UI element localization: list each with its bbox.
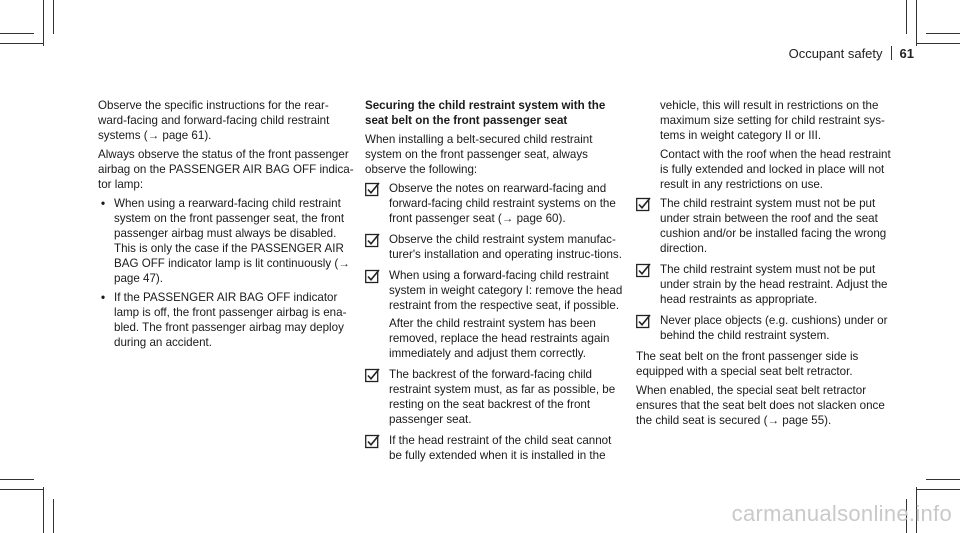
crop-mark [916,43,960,44]
bullet-list [98,196,356,350]
checkbox-check-icon [365,269,380,284]
paragraph: The seat belt on the front passenger side is equipped with a special seat belt retractor. [636,350,859,378]
list-item-text: When using a rearward-facing child restraint system on the front passenger seat, the front passenger airbag must always be disabled. This is only the case if the PASSENGER AIR BAG OFF indicator lamp is lit continuously (→ page 47). [114,197,350,285]
section-heading: Securing the child restraint system with the seat belt on the front passenger seat [365,99,606,127]
checklist-item [636,262,894,307]
checkbox-check-icon [365,434,380,449]
page-number: 61 [899,46,914,61]
crop-mark [906,0,907,34]
paragraph: Contact with the roof when the head restraint is fully extended and locked in place will not result in any restrictions on use. [660,148,891,191]
crop-mark [0,479,34,480]
checklist-item [636,313,894,343]
running-header [789,46,914,61]
checkbox-check-icon [365,368,380,383]
crop-mark [43,487,44,533]
column-right [636,98,894,432]
checklist-item [365,181,623,226]
continuation-text: vehicle, this will result in restrictions on the maximum size setting for child restraint sys-tems in weight category II or III. [660,99,885,142]
checklist-text: The backrest of the forward-facing child restraint system must, as far as possible, be resting on the seat backrest of the front passenger seat. [389,368,616,426]
crop-mark [0,33,34,34]
checklist-text: The child restraint system must not be put under strain between the roof and the seat cushion and/or be installed facing the wrong direction. [660,197,887,255]
checkbox-check-icon [636,263,651,278]
checklist-text: Never place objects (e.g. cushions) under or behind the child restraint system. [660,314,888,342]
checkbox-check-icon [636,197,651,212]
checklist-item [365,232,623,262]
column-left [98,98,356,354]
checklist-text: If the head restraint of the child seat cannot be fully extended when it is installed in the [389,434,612,462]
checklist-text: Observe the notes on rearward-facing and forward-facing child restraint systems on the front passenger seat (→ page 60). [389,182,616,225]
paragraph: When enabled, the special seat belt retractor ensures that the seat belt does not slacken once the child seat is secured (→ page 55). [636,384,885,427]
crop-mark [916,0,917,46]
paragraph: Always observe the status of the front passenger airbag on the PASSENGER AIR BAG OFF indica-tor lamp: [98,148,354,191]
column-middle [365,98,623,469]
list-item [98,196,356,286]
crop-mark [926,479,960,480]
crop-mark [43,0,44,46]
checklist-item [365,433,623,463]
checkbox-check-icon [365,233,380,248]
list-item-text: If the PASSENGER AIR BAG OFF indicator lamp is off, the front passenger airbag is ena-bled. The front passenger airbag may deploy during an accident. [114,291,347,349]
checkbox-check-icon [636,314,651,329]
crop-mark [53,0,54,34]
list-item [98,290,356,350]
crop-mark [0,43,44,44]
checklist-item [636,196,894,256]
watermark-text: carmanualsonline.info [731,501,952,526]
paragraph: Observe the specific instructions for the rear-ward-facing and forward-facing child restraint systems (→ page 61). [98,99,330,142]
crop-mark [53,499,54,533]
checklist-note: After the child restraint system has been removed, replace the head restraints again immediately and adjust them correctly. [389,317,610,360]
checklist-text: The child restraint system must not be put under strain by the head restraint. Adjust the head restraints as appropriate. [660,263,888,306]
header-divider [891,46,892,60]
bullet-dot-icon: • [101,291,106,304]
paragraph: When installing a belt-secured child restraint system on the front passenger seat, always observe the following: [365,133,593,176]
section-title: Occupant safety [788,46,883,61]
crop-mark [0,489,44,490]
crop-mark [916,489,960,490]
bullet-dot-icon: • [101,197,106,210]
checkbox-check-icon [365,182,380,197]
crop-mark [926,33,960,34]
checklist-text: Observe the child restraint system manufac-turer's installation and operating instruc-tions. [389,233,622,261]
checklist-item [365,268,623,361]
checklist-item [365,367,623,427]
checklist-text: When using a forward-facing child restraint system in weight category I: remove the head restraint from the respective seat, if possible. [389,269,623,312]
